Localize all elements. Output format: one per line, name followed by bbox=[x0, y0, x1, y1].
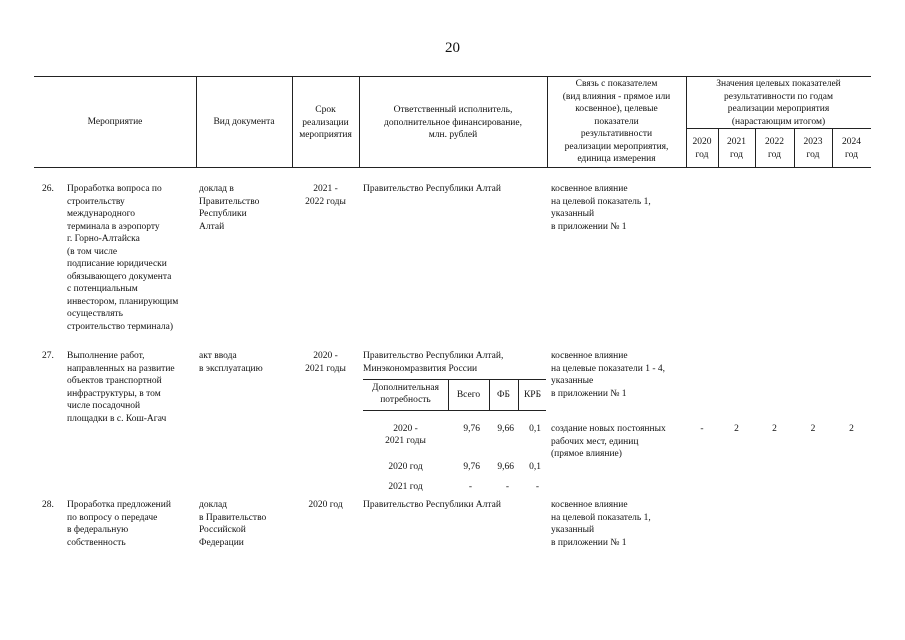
row-26-term: 2021 - 2022 годы bbox=[305, 184, 346, 207]
row-26-link: косвенное влияние на целевой показатель 1, указанный в приложении № 1 bbox=[551, 184, 651, 232]
funding-row-total: 9,76 bbox=[463, 462, 480, 472]
funding-header-bottom bbox=[363, 410, 546, 411]
row-26-activity: Проработка вопроса по строительству международного терминала в аэропорту г. Горно-Алтайска (в том числе подписание юридически обязывающего документа с потенциальным инвестором, планирующим осуществлять строительство терминала) bbox=[67, 184, 179, 332]
row-28-link: косвенное влияние на целевой показатель 1, указанный в приложении № 1 bbox=[551, 500, 651, 548]
row-26-executor: Правительство Республики Алтай bbox=[363, 184, 501, 194]
row-27-value-2020: - bbox=[700, 424, 704, 434]
row-27-activity: Выполнение работ, направленных на развитие объектов транспортной инфраструктуры, в том числе посадочной площадки в с. Кош-Агач bbox=[67, 351, 175, 424]
header-year-2024: 2024 год bbox=[842, 137, 861, 160]
funding-row-krb: - bbox=[535, 482, 539, 492]
row-27-value-2023: 2 bbox=[810, 424, 816, 434]
header-year-2022: 2022 год bbox=[765, 137, 784, 160]
row-27-direct-link: создание новых постоянных рабочих мест, единиц (прямое влияние) bbox=[551, 424, 666, 459]
funding-row-fb: 9,66 bbox=[497, 462, 514, 472]
row-26-doc-type: доклад в Правительство Республики Алтай bbox=[199, 184, 260, 232]
funding-header-need: Дополнительная потребность bbox=[372, 383, 439, 405]
row-28-activity: Проработка предложений по вопросу о передаче в федеральную собственность bbox=[67, 500, 171, 548]
funding-row-period: 2020 год bbox=[388, 462, 423, 472]
header-values: Значения целевых показателей результативности по годам реализации мероприятия (нарастающим итогом) bbox=[716, 79, 841, 127]
row-28-number: 28. bbox=[42, 500, 54, 510]
funding-header-fb: ФБ bbox=[497, 390, 510, 400]
funding-row-total: - bbox=[468, 482, 472, 492]
row-28-term: 2020 год bbox=[308, 500, 343, 510]
header-doc-type: Вид документа bbox=[213, 117, 275, 127]
row-27-term: 2020 - 2021 годы bbox=[305, 351, 346, 374]
row-27-doc-type: акт ввода в эксплуатацию bbox=[199, 351, 263, 374]
funding-row-fb: - bbox=[505, 482, 509, 492]
row-27-value-2024: 2 bbox=[849, 424, 854, 434]
header-year-2021: 2021 год bbox=[727, 137, 746, 160]
row-28-doc-type: доклад в Правительство Российской Федерации bbox=[199, 500, 267, 548]
page-number: 20 bbox=[445, 40, 460, 56]
header-year-2023: 2023 год bbox=[803, 137, 823, 160]
funding-row-period: 2021 год bbox=[388, 482, 423, 492]
funding-header-total: Всего bbox=[456, 390, 481, 400]
header-year-2020: 2020 год bbox=[692, 137, 712, 160]
row-27-executor: Правительство Республики Алтай, Минэкономразвития России bbox=[363, 351, 504, 374]
header-activity: Мероприятие bbox=[87, 117, 143, 127]
row-28-executor: Правительство Республики Алтай bbox=[363, 500, 501, 510]
funding-row-period: 2020 - 2021 годы bbox=[385, 424, 426, 446]
row-26-number: 26. bbox=[42, 184, 54, 194]
funding-row-krb: 0,1 bbox=[529, 462, 541, 472]
row-27-value-2021: 2 bbox=[734, 424, 739, 434]
header-top-border bbox=[34, 76, 871, 77]
header-term: Срок реализации мероприятия bbox=[299, 105, 352, 140]
funding-row-krb: 0,1 bbox=[529, 424, 541, 434]
row-27-link: косвенное влияние на целевые показатели 1 - 4, указанные в приложении № 1 bbox=[551, 351, 665, 399]
header-years-divider bbox=[686, 128, 871, 129]
row-27-value-2022: 2 bbox=[772, 424, 777, 434]
funding-row-total: 9,76 bbox=[463, 424, 480, 434]
header-link: Связь с показателем (вид влияния - прямое или косвенное), целевые показатели результативности реализации мероприятия, единица измерения bbox=[562, 79, 671, 164]
header-executor: Ответственный исполнитель, дополнительное финансирование, млн. рублей bbox=[384, 105, 522, 140]
funding-row-fb: 9,66 bbox=[497, 424, 514, 434]
row-27-number: 27. bbox=[42, 351, 54, 361]
funding-header-krb: КРБ bbox=[523, 390, 542, 400]
header-bottom-border bbox=[34, 167, 871, 168]
